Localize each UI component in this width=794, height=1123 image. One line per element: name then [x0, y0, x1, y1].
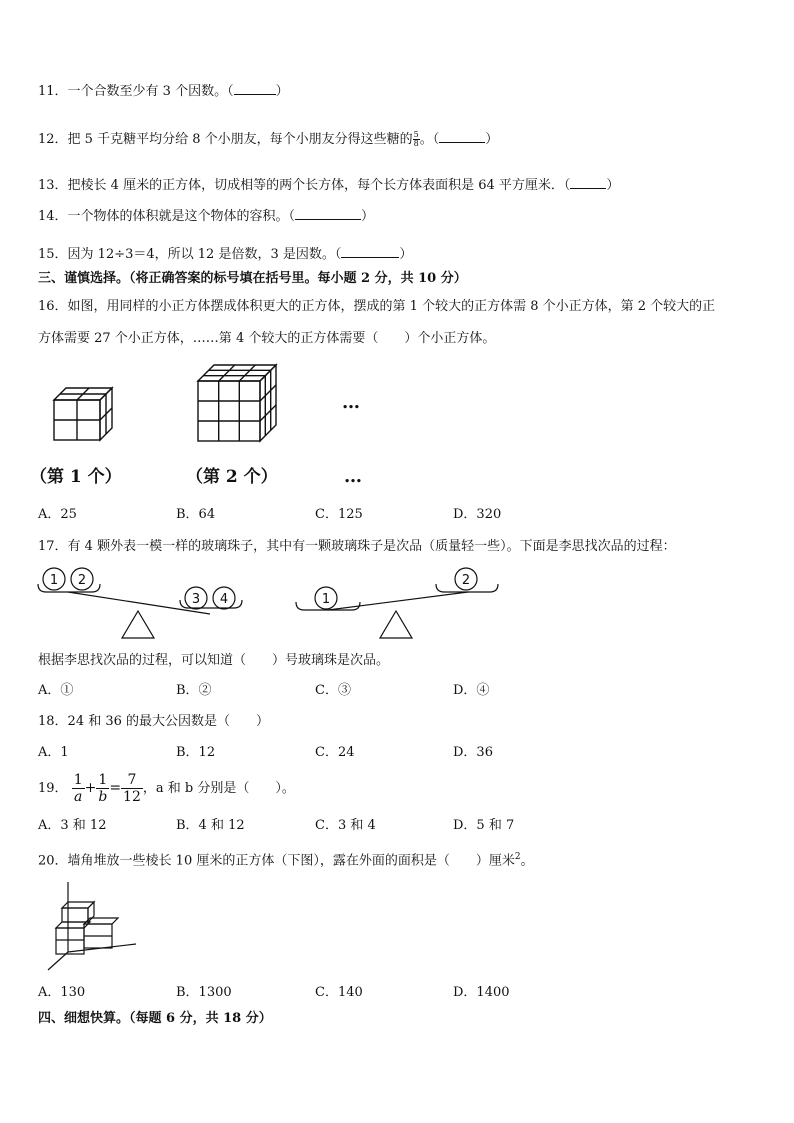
question-18-text: 18．24 和 36 的最大公因数是（ ） — [38, 714, 270, 729]
ellipsis-top: … — [342, 392, 360, 413]
section-heading: 四、细想快算。（每题 6 分，共 18 分） — [38, 1011, 272, 1026]
ball-label: 1 — [49, 573, 59, 588]
question-15: 15．因为 12÷3＝4，所以 12 是倍数，3 是因数。（ ） — [38, 247, 413, 262]
option-d[interactable]: D．320 — [453, 507, 502, 522]
figure-caption-1: （第 1 个） — [30, 467, 122, 487]
fraction-7-over-12: $\frac{7}{12}$ — [123, 772, 141, 805]
question-13: 13．把棱长 4 厘米的正方体，切成相等的两个长方体，每个长方体表面积是 64 平方厘米．（ ） — [38, 178, 620, 193]
ball-label: 2 — [461, 573, 471, 588]
question-13-text: 13．把棱长 4 厘米的正方体，切成相等的两个长方体，每个长方体表面积是 64 平方厘米．（ — [38, 178, 571, 193]
question-20: 20．墙角堆放一些棱长 10 厘米的正方体（下图），露在外面的面积是（ ）厘米$^2$。 — [38, 852, 534, 869]
option-d[interactable]: D．④ — [453, 683, 490, 698]
option-d[interactable]: D．36 — [453, 745, 493, 760]
ball-label: 2 — [77, 573, 87, 588]
option-a[interactable]: A．① — [38, 683, 74, 698]
option-b[interactable]: B．4 和 12 — [176, 818, 245, 833]
question-19: 19． $\frac{1}{a}$ + $\frac{1}{b}$ = $\frac{7}{12}$ ，a 和 b 分别是（ ）。 — [38, 772, 295, 805]
cube-figure-2 — [196, 363, 276, 443]
option-a[interactable]: A．25 — [38, 507, 77, 522]
ball-label: 4 — [219, 592, 229, 607]
question-19-suffix: ，a 和 b 分别是（ ）。 — [142, 781, 295, 796]
option-b[interactable]: B．64 — [176, 507, 216, 522]
option-a[interactable]: A．3 和 12 — [38, 818, 107, 833]
option-a[interactable]: A．1 — [38, 745, 69, 760]
corner-cubes-figure — [46, 880, 146, 972]
question-11: 11．一个合数至少有 3 个因数。（ ） — [38, 84, 289, 99]
ellipsis-bottom: … — [344, 466, 362, 487]
question-12: 12．把 5 千克糖平均分给 8 个小朋友，每个小朋友分得这些糖的 $\frac{5}{8}$ 。（ ） — [38, 130, 499, 148]
ball-label: 3 — [191, 592, 201, 607]
option-c[interactable]: C．24 — [315, 745, 355, 760]
fraction-1-over-a: $\frac{1}{a}$ — [73, 772, 83, 805]
ball-label: 1 — [321, 592, 331, 607]
question-16-line-2: 方体需要 27 个小正方体，……第 4 个较大的正方体需要（ ）个小正方体。 — [38, 331, 496, 346]
option-c[interactable]: C．③ — [315, 683, 351, 698]
option-a[interactable]: A．130 — [38, 985, 86, 1000]
question-20-text: 20．墙角堆放一些棱长 10 厘米的正方体（下图），露在外面的面积是（ ）厘米 — [38, 853, 515, 869]
answer-blank[interactable] — [439, 130, 485, 143]
cube-figure-1 — [52, 384, 112, 444]
question-12-text: 12．把 5 千克糖平均分给 8 个小朋友，每个小朋友分得这些糖的 — [38, 132, 413, 147]
balance-scale-2 — [292, 562, 502, 642]
answer-blank[interactable] — [341, 245, 399, 258]
option-b[interactable]: B．② — [176, 683, 212, 698]
question-17-prompt: 根据李思找次品的过程，可以知道（ ）号玻璃珠是次品。 — [38, 653, 390, 668]
question-17-text: 17．有 4 颗外表一模一样的玻璃珠子，其中有一颗玻璃珠子是次品（质量轻一些）。下面是李思找次品的过程： — [38, 539, 676, 554]
fraction-1-over-b: $\frac{1}{b}$ — [98, 772, 108, 805]
option-b[interactable]: B．1300 — [176, 985, 232, 1000]
question-11-text: 11．一个合数至少有 3 个因数。（ — [38, 84, 234, 99]
question-15-text: 15．因为 12÷3＝4，所以 12 是倍数，3 是因数。（ — [38, 247, 342, 262]
question-14-text: 14．一个物体的体积就是这个物体的容积。（ — [38, 209, 296, 224]
option-c[interactable]: C．140 — [315, 985, 363, 1000]
option-d[interactable]: D．1400 — [453, 985, 510, 1000]
answer-blank[interactable] — [295, 207, 361, 220]
balance-scale-1 — [34, 562, 254, 642]
fraction: $\frac{5}{8}$ — [413, 130, 419, 148]
answer-blank[interactable] — [234, 82, 276, 95]
option-b[interactable]: B．12 — [176, 745, 216, 760]
option-c[interactable]: C．125 — [315, 507, 363, 522]
option-d[interactable]: D．5 和 7 — [453, 818, 515, 833]
question-14: 14．一个物体的体积就是这个物体的容积。（ ） — [38, 209, 375, 224]
section-heading: 三、谨慎选择。（将正确答案的标号填在括号里。每小题 2 分，共 10 分） — [38, 271, 467, 286]
answer-blank[interactable] — [570, 176, 606, 189]
figure-caption-2: （第 2 个） — [186, 467, 278, 487]
question-16-line-1: 16．如图，用同样的小正方体摆成体积更大的正方体，摆成的第 1 个较大的正方体需 8 个小正方体，第 2 个较大的正 — [38, 299, 716, 314]
option-c[interactable]: C．3 和 4 — [315, 818, 376, 833]
